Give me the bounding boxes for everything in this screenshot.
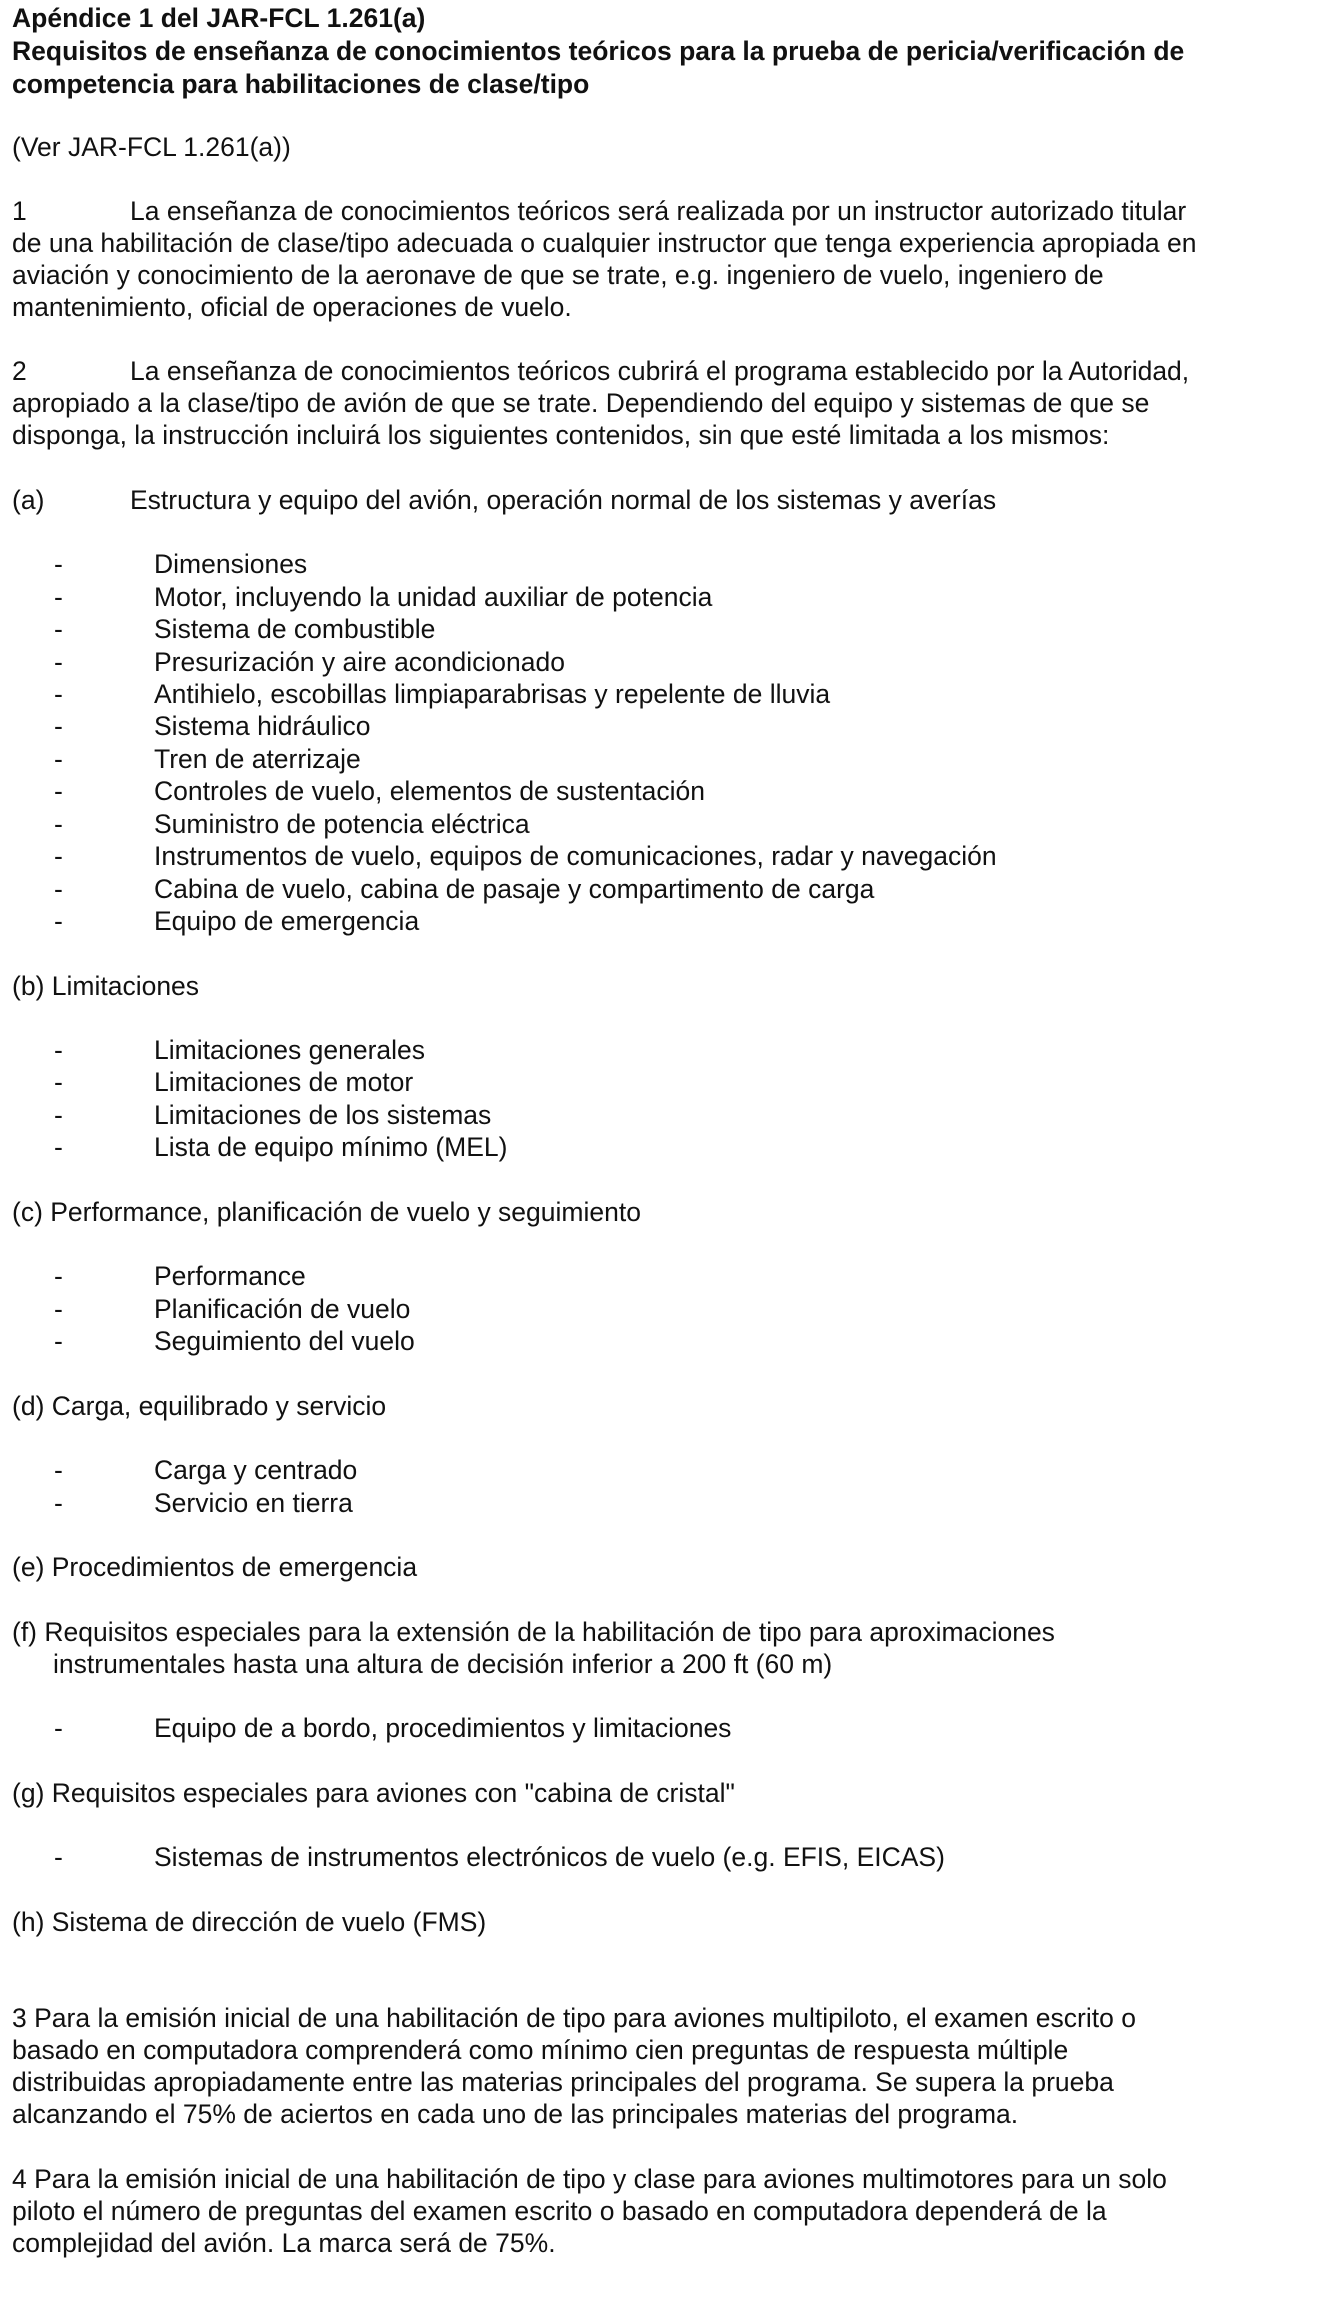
list-dash: - — [54, 809, 63, 839]
para1-line1: La enseñanza de conocimientos teóricos será realizada por un instructor autorizado titular — [130, 196, 1187, 226]
list-item: Suministro de potencia eléctrica — [154, 809, 530, 839]
para2-line3: disponga, la instrucción incluirá los siguientes contenidos, sin que esté limitada a los mismos: — [12, 420, 1110, 450]
list-item: Instrumentos de vuelo, equipos de comunicaciones, radar y navegación — [154, 841, 997, 871]
list-dash: - — [54, 841, 63, 871]
list-item: Limitaciones de los sistemas — [154, 1100, 492, 1130]
para2-number: 2 — [12, 356, 27, 386]
list-dash: - — [54, 614, 63, 644]
list-item: Presurización y aire acondicionado — [154, 647, 565, 677]
para3-line1: 3 Para la emisión inicial de una habilitación de tipo para aviones multipiloto, el examen escrito o — [12, 2003, 1136, 2033]
reference-line: (Ver JAR-FCL 1.261(a)) — [12, 132, 291, 162]
list-item: Antihielo, escobillas limpiaparabrisas y repelente de lluvia — [154, 679, 831, 709]
appendix-title: Apéndice 1 del JAR-FCL 1.261(a) — [12, 3, 426, 33]
list-dash: - — [54, 1455, 63, 1485]
list-dash: - — [54, 1294, 63, 1324]
list-dash: - — [54, 1067, 63, 1097]
section-a-label: (a) — [12, 485, 45, 515]
subtitle-line1: Requisitos de enseñanza de conocimientos teóricos para la prueba de pericia/verificación de — [12, 36, 1185, 66]
list-item: Performance — [154, 1261, 306, 1291]
list-item: Sistema hidráulico — [154, 711, 371, 741]
para4-line1: 4 Para la emisión inicial de una habilitación de tipo y clase para aviones multimotores para un solo — [12, 2164, 1167, 2194]
list-dash: - — [54, 1132, 63, 1162]
para4-line2: piloto el número de preguntas del examen escrito o basado en computadora dependerá de la — [12, 2196, 1107, 2226]
section-f-heading-line1: (f) Requisitos especiales para la extensión de la habilitación de tipo para aproximaciones — [12, 1617, 1055, 1647]
list-item: Dimensiones — [154, 549, 308, 579]
para3-line4: alcanzando el 75% de aciertos en cada uno de las principales materias del programa. — [12, 2099, 1019, 2129]
section-d-heading: (d) Carga, equilibrado y servicio — [12, 1391, 387, 1421]
list-dash: - — [54, 1326, 63, 1356]
list-item: Tren de aterrizaje — [154, 744, 361, 774]
list-dash: - — [54, 711, 63, 741]
para1-number: 1 — [12, 196, 27, 226]
para1-line3: aviación y conocimiento de la aeronave de que se trate, e.g. ingeniero de vuelo, ingeniero de — [12, 260, 1104, 290]
list-item: Lista de equipo mínimo (MEL) — [154, 1132, 508, 1162]
list-item: Limitaciones generales — [154, 1035, 426, 1065]
list-dash: - — [54, 744, 63, 774]
list-item: Cabina de vuelo, cabina de pasaje y compartimento de carga — [154, 874, 875, 904]
para4-line3: complejidad del avión. La marca será de 75%. — [12, 2228, 556, 2258]
list-item: Seguimiento del vuelo — [154, 1326, 415, 1356]
para3-line2: basado en computadora comprenderá como mínimo cien preguntas de respuesta múltiple — [12, 2035, 1069, 2065]
section-h-heading: (h) Sistema de dirección de vuelo (FMS) — [12, 1907, 487, 1937]
list-item: Controles de vuelo, elementos de sustentación — [154, 776, 705, 806]
list-item: Motor, incluyendo la unidad auxiliar de potencia — [154, 582, 713, 612]
list-item: Equipo de a bordo, procedimientos y limitaciones — [154, 1713, 732, 1743]
list-item: Planificación de vuelo — [154, 1294, 411, 1324]
list-item: Sistemas de instrumentos electrónicos de vuelo (e.g. EFIS, EICAS) — [154, 1842, 945, 1872]
list-dash: - — [54, 679, 63, 709]
list-dash: - — [54, 549, 63, 579]
list-dash: - — [54, 1842, 63, 1872]
list-item: Sistema de combustible — [154, 614, 436, 644]
para1-line4: mantenimiento, oficial de operaciones de vuelo. — [12, 292, 572, 322]
list-dash: - — [54, 1035, 63, 1065]
list-item: Servicio en tierra — [154, 1488, 353, 1518]
list-dash: - — [54, 776, 63, 806]
list-dash: - — [54, 1261, 63, 1291]
section-g-heading: (g) Requisitos especiales para aviones con "cabina de cristal" — [12, 1778, 735, 1808]
subtitle-line2: competencia para habilitaciones de clase/tipo — [12, 69, 590, 99]
list-dash: - — [54, 906, 63, 936]
list-dash: - — [54, 1713, 63, 1743]
list-dash: - — [54, 582, 63, 612]
section-e-heading: (e) Procedimientos de emergencia — [12, 1552, 418, 1582]
para3-line3: distribuidas apropiadamente entre las materias principales del programa. Se supera la prueba — [12, 2067, 1114, 2097]
list-item: Limitaciones de motor — [154, 1067, 414, 1097]
para1-line2: de una habilitación de clase/tipo adecuada o cualquier instructor que tenga experiencia apropiada en — [12, 228, 1197, 258]
list-item: Equipo de emergencia — [154, 906, 420, 936]
section-b-heading: (b) Limitaciones — [12, 971, 200, 1001]
para2-line1: La enseñanza de conocimientos teóricos cubrirá el programa establecido por la Autoridad, — [130, 356, 1190, 386]
list-item: Carga y centrado — [154, 1455, 358, 1485]
list-dash: - — [54, 874, 63, 904]
list-dash: - — [54, 647, 63, 677]
para2-line2: apropiado a la clase/tipo de avión de que se trate. Dependiendo del equipo y sistemas de que se — [12, 388, 1150, 418]
list-dash: - — [54, 1488, 63, 1518]
section-c-heading: (c) Performance, planificación de vuelo y seguimiento — [12, 1197, 641, 1227]
section-a-title: Estructura y equipo del avión, operación normal de los sistemas y averías — [130, 485, 997, 515]
section-f-heading-line2: instrumentales hasta una altura de decisión inferior a 200 ft (60 m) — [53, 1649, 833, 1679]
list-dash: - — [54, 1100, 63, 1130]
